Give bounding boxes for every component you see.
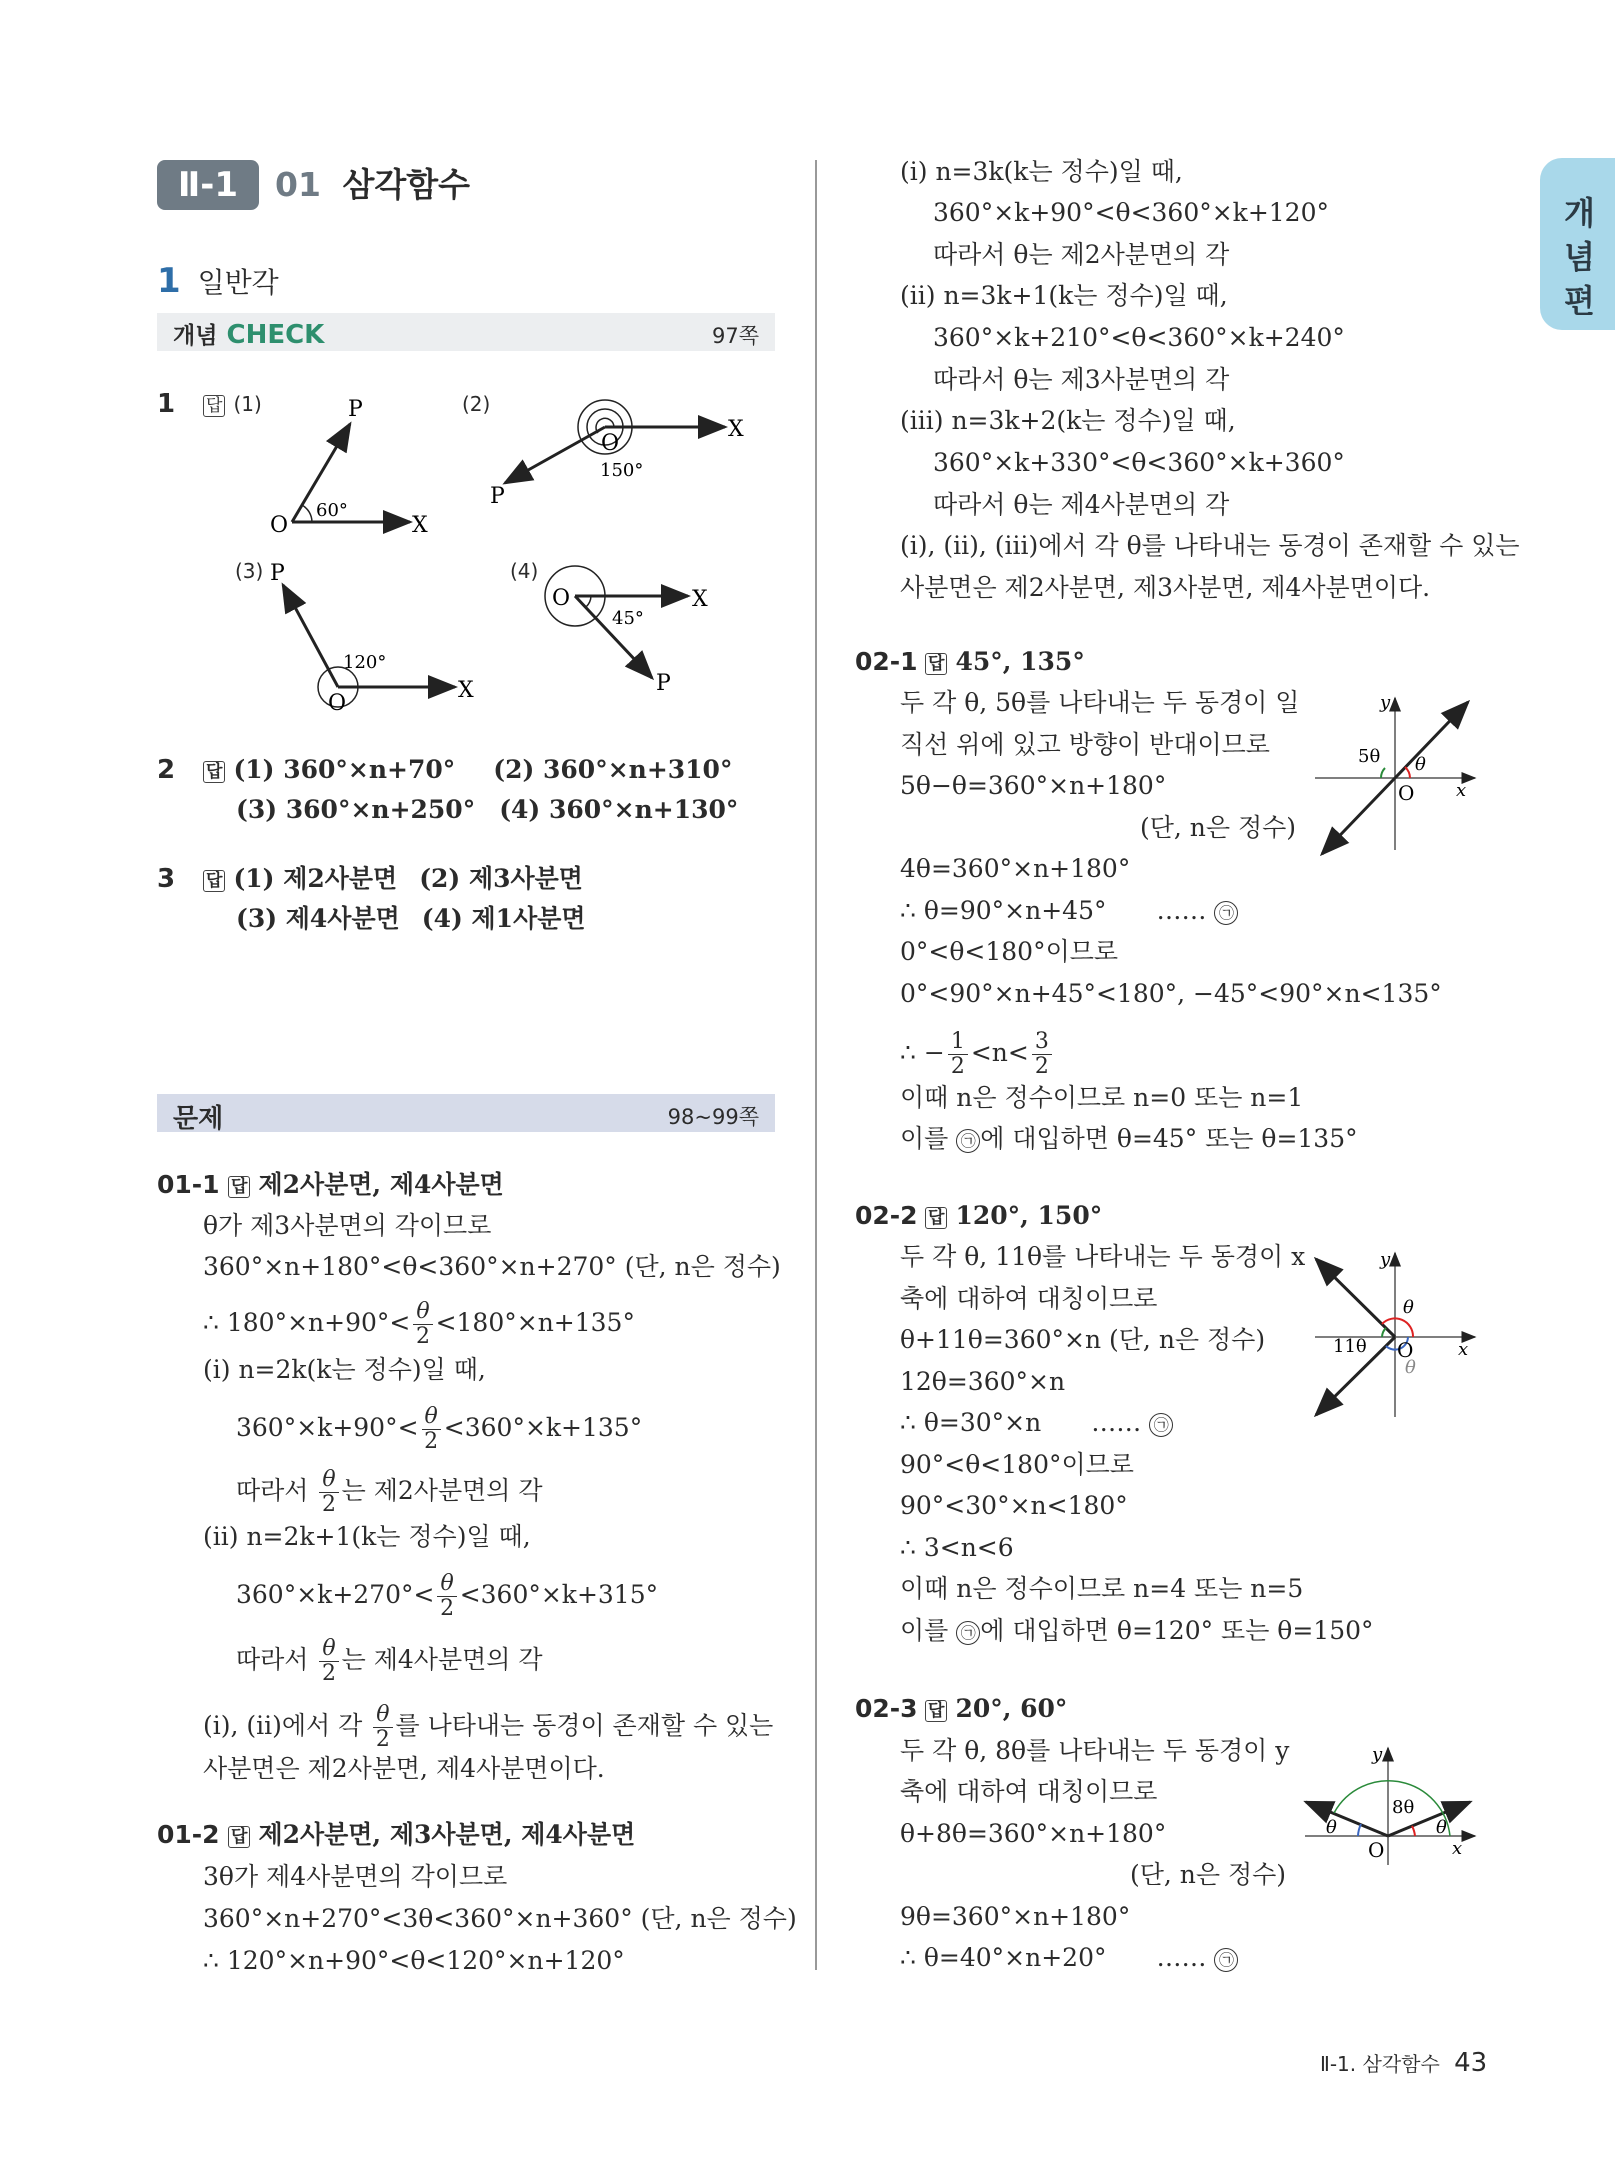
frac-num: θ bbox=[437, 1572, 456, 1597]
p011-line10 bbox=[203, 1703, 773, 1752]
dots: …… bbox=[1156, 1943, 1207, 1972]
q3-number: 3 bbox=[157, 864, 176, 894]
answer-box-icon: 답 bbox=[228, 1826, 250, 1848]
p023-fig-b: θ bbox=[1436, 1817, 1447, 1838]
fig2-P: P bbox=[490, 484, 505, 509]
p023-line1: 두 각 θ, 8θ를 나타내는 두 동경이 y bbox=[900, 1736, 1290, 1765]
frac-den: 2 bbox=[424, 1429, 439, 1454]
answer-box-icon: 답 bbox=[925, 1207, 947, 1229]
problem-bar bbox=[157, 1094, 775, 1132]
p012-answer bbox=[228, 1820, 635, 1850]
p021-l9b: <n< bbox=[970, 1038, 1029, 1067]
p022-heading bbox=[855, 1201, 918, 1230]
p023-num: 02-3 bbox=[855, 1694, 918, 1723]
p022-line2: 축에 대하여 대칭이므로 bbox=[900, 1284, 1158, 1313]
side-tab bbox=[1540, 158, 1615, 330]
q1-number: 1 bbox=[157, 389, 176, 419]
rt-line2: 360°×k+90°<θ<360°×k+120° bbox=[933, 198, 1329, 227]
page-number: 43 bbox=[1454, 2048, 1488, 2078]
p021-l11a: 이를 bbox=[900, 1124, 957, 1153]
p023-line2: 축에 대하여 대칭이므로 bbox=[900, 1777, 1158, 1806]
fig4-P: P bbox=[656, 671, 671, 696]
q1-figures bbox=[0, 0, 815, 720]
p023-fig-y: y bbox=[1372, 1744, 1383, 1765]
p011-l5b: <360°×k+135° bbox=[443, 1413, 643, 1442]
rt-line6: 따라서 θ는 제3사분면의 각 bbox=[933, 365, 1230, 394]
p012-line3: ∴ 120°×n+90°<θ<120°×n+120° bbox=[203, 1946, 625, 1975]
p022-line5 bbox=[900, 1408, 1173, 1438]
p022-answer bbox=[925, 1201, 1102, 1231]
column-divider bbox=[815, 160, 817, 1970]
frac-den: 2 bbox=[322, 1492, 337, 1517]
p011-l9a: 따라서 bbox=[236, 1645, 317, 1674]
concept-bar-page: 97쪽 bbox=[711, 324, 759, 348]
p023-line4: (단, n은 정수) bbox=[1130, 1860, 1287, 1889]
figure-3 bbox=[270, 561, 474, 716]
p021-line8: 0°<90°×n+45°<180°, −45°<90°×n<135° bbox=[900, 979, 1442, 1008]
answer-box-icon: 답 bbox=[203, 761, 225, 783]
p011-line1: θ가 제3사분면의 각이므로 bbox=[203, 1211, 492, 1240]
rt-line11: 사분면은 제2사분면, 제3사분면, 제4사분면이다. bbox=[900, 573, 1431, 602]
p022-fig-b: θ bbox=[1403, 1297, 1414, 1318]
p021-fig-b: θ bbox=[1415, 754, 1426, 775]
p023-fig-c: θ bbox=[1326, 1817, 1337, 1838]
fig4-O: O bbox=[552, 586, 571, 611]
fig3-O: O bbox=[328, 691, 347, 716]
p011-l10b: 를 나타내는 동경이 존재할 수 있는 bbox=[395, 1711, 774, 1740]
rt-line1: (ⅰ) n=3k(k는 정수)일 때, bbox=[900, 157, 1183, 186]
section-number: 1 bbox=[157, 261, 181, 301]
p011-line7: (ⅱ) n=2k+1(k는 정수)일 때, bbox=[203, 1522, 531, 1551]
p023-figure bbox=[1300, 1740, 1490, 1870]
p021-line2: 직선 위에 있고 방향이 반대이므로 bbox=[900, 730, 1270, 759]
check-label: CHECK bbox=[226, 320, 325, 350]
p021-figure bbox=[1300, 690, 1490, 860]
fig2-angle: 150° bbox=[600, 460, 644, 481]
p021-heading bbox=[855, 647, 918, 676]
footer bbox=[1320, 2048, 1487, 2079]
p023-answer bbox=[925, 1694, 1067, 1724]
p021-fig-x: x bbox=[1456, 780, 1467, 801]
fig2-X: X bbox=[728, 417, 744, 442]
fig4-X: X bbox=[692, 587, 708, 612]
p022-line3: θ+11θ=360°×n (단, n은 정수) bbox=[900, 1325, 1266, 1354]
answer-box-icon: 답 bbox=[203, 395, 225, 417]
frac-den: 2 bbox=[375, 1727, 390, 1752]
p012-answer-text: 제2사분면, 제3사분면, 제4사분면 bbox=[258, 1820, 636, 1849]
p011-line9 bbox=[236, 1637, 543, 1686]
problem-bar-label: 문제 bbox=[173, 1104, 224, 1134]
q3-answer-row1 bbox=[203, 864, 583, 894]
p022-fig-y: y bbox=[1380, 1249, 1391, 1270]
p011-line5 bbox=[236, 1405, 642, 1454]
rt-line10: (ⅰ), (ⅱ), (ⅲ)에서 각 θ를 나타내는 동경이 존재할 수 있는 bbox=[900, 531, 1520, 560]
q2-a2: (2) 360°×n+310° bbox=[493, 755, 733, 784]
p021-l9a: ∴ − bbox=[900, 1038, 945, 1067]
p021-line7: 0°<θ<180°이므로 bbox=[900, 937, 1119, 966]
p023-l6: ∴ θ=40°×n+20° bbox=[900, 1943, 1107, 1972]
concept-label: 개념 bbox=[173, 323, 218, 349]
footer-chapter: Ⅱ-1. 삼각함수 bbox=[1320, 2052, 1440, 2076]
p021-fig-a: 5θ bbox=[1358, 746, 1381, 767]
p011-l8a: 360°×k+270°< bbox=[236, 1580, 435, 1609]
rt-line3: 따라서 θ는 제2사분면의 각 bbox=[933, 240, 1230, 269]
rt-line4: (ⅱ) n=3k+1(k는 정수)일 때, bbox=[900, 281, 1228, 310]
figure-4 bbox=[545, 566, 708, 696]
p021-line5: 4θ=360°×n+180° bbox=[900, 854, 1131, 883]
answer-box-icon: 답 bbox=[925, 653, 947, 675]
p012-heading bbox=[157, 1820, 220, 1849]
p022-num: 02-2 bbox=[855, 1201, 918, 1230]
fraction bbox=[422, 1405, 441, 1454]
frac-num: 1 bbox=[948, 1030, 968, 1055]
p012-line1: 3θ가 제4사분면의 각이므로 bbox=[203, 1862, 508, 1891]
frac-den: 2 bbox=[950, 1054, 965, 1079]
q3-a1: (1) 제2사분면 bbox=[233, 864, 398, 893]
p021-l6: ∴ θ=90°×n+45° bbox=[900, 896, 1107, 925]
p021-answer-text: 45°, 135° bbox=[955, 647, 1085, 676]
p021-num: 02-1 bbox=[855, 647, 918, 676]
p022-line10 bbox=[900, 1616, 1374, 1646]
frac-num: θ bbox=[373, 1703, 392, 1728]
fraction bbox=[437, 1572, 456, 1621]
p021-fig-y: y bbox=[1380, 692, 1391, 713]
q2-a3: (3) 360°×n+250° bbox=[236, 795, 476, 824]
fraction bbox=[319, 1637, 338, 1686]
fig3-P: P bbox=[270, 561, 285, 586]
p021-line3: 5θ−θ=360°×n+180° bbox=[900, 771, 1167, 800]
p023-line3: θ+8θ=360°×n+180° bbox=[900, 1819, 1167, 1848]
p011-answer bbox=[228, 1170, 504, 1200]
q3-a2: (2) 제3사분면 bbox=[419, 864, 583, 893]
fraction bbox=[948, 1030, 968, 1079]
p022-fig-a: 11θ bbox=[1333, 1336, 1367, 1357]
answer-box-icon: 답 bbox=[228, 1176, 250, 1198]
p011-line2: 360°×n+180°<θ<360°×n+270° (단, n은 정수) bbox=[203, 1252, 781, 1281]
circle-mark-icon: ㉠ bbox=[1214, 901, 1238, 925]
fraction bbox=[373, 1703, 392, 1752]
p023-fig-x: x bbox=[1452, 1838, 1463, 1859]
p022-fig-x: x bbox=[1458, 1339, 1469, 1360]
dots: …… bbox=[1156, 896, 1207, 925]
frac-den: 2 bbox=[415, 1324, 430, 1349]
fraction bbox=[1032, 1030, 1052, 1079]
p023-heading bbox=[855, 1694, 918, 1723]
q1-part1: (1) bbox=[233, 392, 262, 416]
p011-l3a: ∴ 180°×n+90°< bbox=[203, 1308, 411, 1337]
dots: …… bbox=[1091, 1408, 1142, 1437]
p023-answer-text: 20°, 60° bbox=[955, 1694, 1068, 1723]
frac-num: θ bbox=[422, 1405, 441, 1430]
figure-2 bbox=[490, 400, 744, 509]
p022-l5: ∴ θ=30°×n bbox=[900, 1408, 1042, 1437]
p022-line6: 90°<θ<180°이므로 bbox=[900, 1450, 1134, 1479]
q1-part4: (4) bbox=[510, 559, 539, 583]
p022-l10a: 이를 bbox=[900, 1616, 957, 1645]
p021-answer bbox=[925, 647, 1085, 677]
rt-line8: 360°×k+330°<θ<360°×k+360° bbox=[933, 448, 1345, 477]
circle-mark-icon: ㉠ bbox=[1149, 1413, 1173, 1437]
p022-fig-O: O bbox=[1397, 1338, 1414, 1362]
p011-heading bbox=[157, 1170, 220, 1199]
p023-fig-a: 8θ bbox=[1392, 1797, 1415, 1818]
section-title: 일반각 bbox=[197, 266, 279, 299]
q3-answer-row2 bbox=[236, 904, 586, 934]
p021-line10: 이때 n은 정수이므로 n=0 또는 n=1 bbox=[900, 1083, 1304, 1112]
p021-line1: 두 각 θ, 5θ를 나타내는 두 동경이 일 bbox=[900, 688, 1300, 717]
fig3-X: X bbox=[458, 678, 474, 703]
fig1-O: O bbox=[270, 513, 289, 538]
fig2-O: O bbox=[601, 431, 620, 456]
q2-number: 2 bbox=[157, 755, 176, 785]
p022-line1: 두 각 θ, 11θ를 나타내는 두 동경이 x bbox=[900, 1242, 1306, 1271]
p011-l3b: <180°×n+135° bbox=[435, 1308, 635, 1337]
side-tab-char-3: 편 bbox=[1564, 282, 1595, 320]
fig1-angle: 60° bbox=[316, 500, 348, 521]
fraction bbox=[413, 1300, 432, 1349]
p012-line2: 360°×n+270°<3θ<360°×n+360° (단, n은 정수) bbox=[203, 1904, 797, 1933]
frac-num: θ bbox=[413, 1300, 432, 1325]
p011-l10a: (ⅰ), (ⅱ)에서 각 bbox=[203, 1711, 371, 1740]
p011-l8b: <360°×k+315° bbox=[459, 1580, 659, 1609]
p021-line11 bbox=[900, 1124, 1358, 1154]
rt-line9: 따라서 θ는 제4사분면의 각 bbox=[933, 490, 1230, 519]
circle-mark-icon: ㉠ bbox=[956, 1129, 980, 1153]
p022-answer-text: 120°, 150° bbox=[955, 1201, 1103, 1230]
fig4-angle: 45° bbox=[612, 608, 644, 629]
p023-line5: 9θ=360°×n+180° bbox=[900, 1902, 1131, 1931]
circle-mark-icon: ㉠ bbox=[956, 1621, 980, 1645]
unit-label: Ⅱ-1 bbox=[177, 165, 239, 205]
q1-part2: (2) bbox=[462, 392, 491, 416]
frac-den: 2 bbox=[440, 1596, 455, 1621]
fig3-angle: 120° bbox=[343, 652, 387, 673]
p011-answer-text: 제2사분면, 제4사분면 bbox=[258, 1170, 504, 1199]
frac-num: θ bbox=[319, 1637, 338, 1662]
frac-den: 2 bbox=[322, 1661, 337, 1686]
frac-den: 2 bbox=[1034, 1054, 1049, 1079]
p011-number bbox=[157, 1170, 220, 1199]
p022-fig-c: θ bbox=[1405, 1357, 1416, 1378]
p011-line4: (ⅰ) n=2k(k는 정수)일 때, bbox=[203, 1355, 486, 1384]
p011-l9b: 는 제4사분면의 각 bbox=[341, 1645, 543, 1674]
p022-figure bbox=[1300, 1245, 1490, 1425]
rt-line5: 360°×k+210°<θ<360°×k+240° bbox=[933, 323, 1345, 352]
answer-box-icon: 답 bbox=[925, 1700, 947, 1722]
p011-line8 bbox=[236, 1572, 658, 1621]
p021-fig-O: O bbox=[1398, 781, 1415, 805]
p011-l6a: 따라서 bbox=[236, 1476, 317, 1505]
q3-a3: (3) 제4사분면 bbox=[236, 904, 400, 933]
q1-part3: (3) bbox=[235, 559, 264, 583]
q2-answer-row2 bbox=[236, 795, 738, 825]
p023-line6 bbox=[900, 1943, 1238, 1973]
side-tab-char-1: 개 bbox=[1564, 194, 1595, 232]
p011-l5a: 360°×k+90°< bbox=[236, 1413, 419, 1442]
p021-line6 bbox=[900, 896, 1238, 926]
q2-answer-row1 bbox=[203, 755, 732, 785]
p022-line4: 12θ=360°×n bbox=[900, 1367, 1066, 1396]
chapter-title: 삼각함수 bbox=[342, 165, 470, 204]
q2-a1: (1) 360°×n+70° bbox=[233, 755, 456, 784]
p012-num: 01-2 bbox=[157, 1820, 220, 1849]
p022-line7: 90°<30°×n<180° bbox=[900, 1491, 1128, 1520]
fig1-X: X bbox=[412, 513, 428, 538]
p011-line3 bbox=[203, 1300, 635, 1349]
p011-num: 01-1 bbox=[157, 1170, 220, 1199]
p011-line11: 사분면은 제2사분면, 제4사분면이다. bbox=[203, 1754, 605, 1783]
frac-num: θ bbox=[319, 1468, 338, 1493]
q2-a4: (4) 360°×n+130° bbox=[499, 795, 739, 824]
p011-line6 bbox=[236, 1468, 543, 1517]
circle-mark-icon: ㉠ bbox=[1214, 1948, 1238, 1972]
p021-line9 bbox=[900, 1030, 1055, 1079]
frac-num: 3 bbox=[1032, 1030, 1052, 1055]
rt-line7: (ⅲ) n=3k+2(k는 정수)일 때, bbox=[900, 406, 1236, 435]
fraction bbox=[319, 1468, 338, 1517]
p022-l10b: 에 대입하면 θ=120° 또는 θ=150° bbox=[980, 1616, 1374, 1645]
fig1-P: P bbox=[348, 397, 363, 422]
side-tab-char-2: 념 bbox=[1564, 238, 1595, 276]
p021-l11b: 에 대입하면 θ=45° 또는 θ=135° bbox=[980, 1124, 1358, 1153]
problem-bar-pages: 98~99쪽 bbox=[667, 1105, 759, 1129]
p022-line9: 이때 n은 정수이므로 n=4 또는 n=5 bbox=[900, 1574, 1304, 1603]
q3-a4: (4) 제1사분면 bbox=[421, 904, 586, 933]
p021-line4: (단, n은 정수) bbox=[1140, 813, 1297, 842]
figure-1 bbox=[270, 397, 428, 538]
chapter-number: 01 bbox=[275, 165, 321, 204]
answer-box-icon: 답 bbox=[203, 870, 225, 892]
p011-l6b: 는 제2사분면의 각 bbox=[341, 1476, 543, 1505]
p023-fig-O: O bbox=[1368, 1838, 1385, 1862]
p022-line8: ∴ 3<n<6 bbox=[900, 1533, 1014, 1562]
